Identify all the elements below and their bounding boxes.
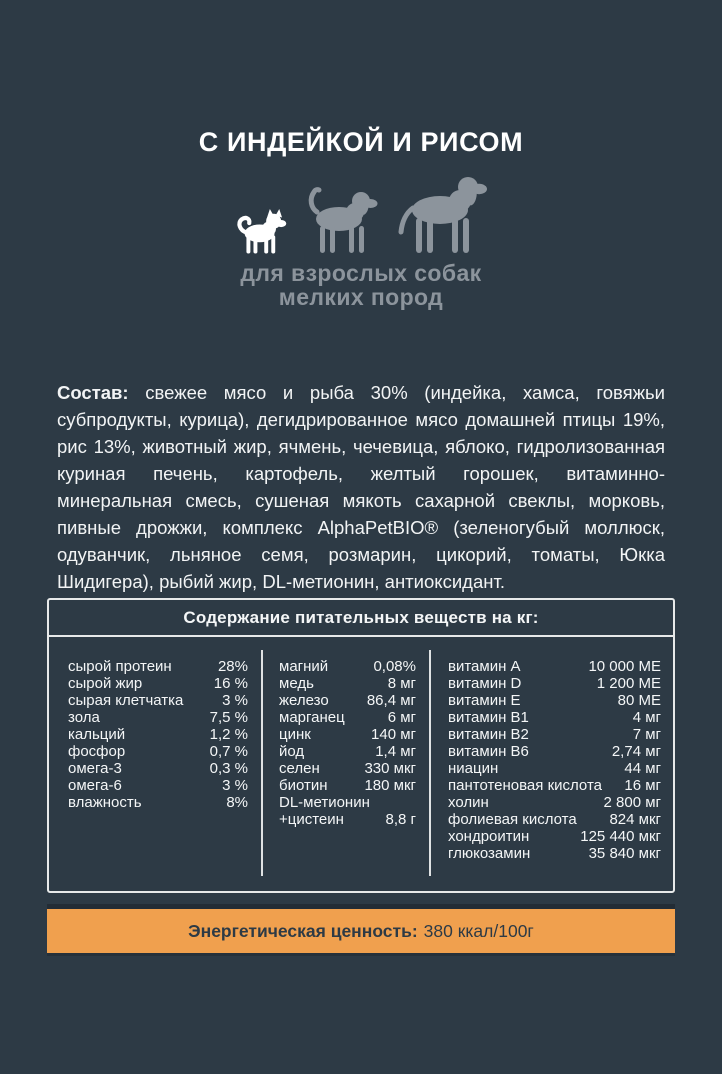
nutrient-label: цинк (279, 726, 311, 743)
nutrient-label: зола (68, 709, 100, 726)
large-dog-icon (393, 172, 489, 254)
nutrient-row (68, 692, 248, 709)
nutrient-label: селен (279, 760, 320, 777)
nutrient-row (448, 760, 661, 777)
nutrition-column-2 (263, 637, 429, 891)
nutrient-row (279, 794, 416, 811)
nutrient-value: 180 мкг (364, 777, 416, 794)
nutrient-row (279, 726, 416, 743)
nutrient-value: 7 мг (632, 726, 661, 743)
nutrient-label: витамин B1 (448, 709, 529, 726)
nutrient-label: ниацин (448, 760, 499, 777)
nutrient-value: 2,74 мг (611, 743, 661, 760)
nutrient-label: пантотеновая кислота (448, 777, 602, 794)
nutrient-label: сырой жир (68, 675, 143, 692)
nutrient-row (448, 845, 661, 862)
nutrient-value: 3 % (222, 777, 248, 794)
nutrient-label: магний (279, 658, 329, 675)
nutrient-label: кальций (68, 726, 126, 743)
energy-value: 380 ккал/100г (423, 920, 534, 941)
nutrient-label: витамин B6 (448, 743, 529, 760)
audience-line-2: мелких пород (278, 284, 444, 310)
nutrient-value: 8 мг (387, 675, 416, 692)
nutrition-column-1 (49, 637, 261, 891)
nutrient-value: 3 % (222, 692, 248, 709)
nutrition-table-title: Содержание питательных веществ на кг: (49, 600, 673, 637)
nutrient-value: 6 мг (387, 709, 416, 726)
nutrient-row (68, 794, 248, 811)
audience-subtitle (0, 261, 722, 309)
energy-label: Энергетическая ценность: (188, 920, 418, 941)
nutrient-value: 8,8 г (385, 811, 416, 828)
nutrient-value: 1 200 МЕ (596, 675, 661, 692)
nutrient-value: 125 440 мкг (580, 828, 661, 845)
nutrient-label: витамин D (448, 675, 522, 692)
nutrient-label: фосфор (68, 743, 126, 760)
nutrient-label: омега-3 (68, 760, 122, 777)
nutrient-label: фолиевая кислота (448, 811, 577, 828)
nutrient-row (279, 811, 416, 828)
medium-dog-icon (300, 186, 380, 254)
nutrient-label: биотин (279, 777, 328, 794)
nutrient-label: витамин B2 (448, 726, 529, 743)
nutrient-row (279, 675, 416, 692)
nutrient-value: 0,7 % (209, 743, 248, 760)
nutrition-column-3 (431, 637, 673, 891)
nutrition-table (47, 598, 675, 893)
composition-label: Состав: (57, 381, 129, 403)
nutrient-row (68, 777, 248, 794)
nutrient-value: 1,2 % (209, 726, 248, 743)
nutrient-label: хондроитин (448, 828, 530, 845)
nutrition-table-body (49, 637, 673, 891)
nutrient-row (448, 709, 661, 726)
nutrient-row (68, 743, 248, 760)
nutrient-value: 10 000 МЕ (588, 658, 661, 675)
nutrient-value: 140 мг (371, 726, 416, 743)
nutrient-row (279, 692, 416, 709)
nutrient-row (279, 777, 416, 794)
nutrient-row (448, 658, 661, 675)
nutrient-value: 80 МЕ (617, 692, 661, 709)
nutrient-label: витамин E (448, 692, 521, 709)
nutrient-value: 16 % (213, 675, 248, 692)
nutrient-label: холин (448, 794, 489, 811)
nutrient-row (448, 743, 661, 760)
nutrient-label: DL-метионин (279, 794, 370, 811)
nutrient-value: 7,5 % (209, 709, 248, 726)
nutrient-row (279, 709, 416, 726)
dog-size-icons (0, 168, 722, 254)
nutrient-label: сырая клетчатка (68, 692, 184, 709)
nutrient-row (68, 760, 248, 777)
nutrient-row (448, 811, 661, 828)
nutrient-value: 2 800 мг (603, 794, 661, 811)
nutrient-label: глюкозамин (448, 845, 531, 862)
nutrient-row (68, 709, 248, 726)
composition-text: свежее мясо и рыба 30% (индейка, хамса, говяжьи субпродукты, курица), дегидрированное мясо домашней птицы 19%, рис 13%, животный жир, ячмень, чечевица, яблоко, гидролизованная куриная печень, картофель, желтый горошек, витаминно-минеральная смесь, сушеная мякоть сахарной свеклы, морковь, пивные дрожжи, комплекс AlphaPetBIO® (зеленогубый моллюск, одуванчик, льняное семя, розмарин, цикорий, томаты, Юкка Шидигера), рыбий жир, DL-метионин, антиоксидант. (57, 381, 665, 592)
nutrient-label: медь (279, 675, 314, 692)
nutrient-label: марганец (279, 709, 345, 726)
nutrient-row (68, 675, 248, 692)
nutrient-label: +цистеин (279, 811, 344, 828)
product-flavor-title: С ИНДЕЙКОЙ И РИСОМ (198, 127, 524, 157)
nutrient-value: 44 мг (624, 760, 661, 777)
nutrient-value: 16 мг (624, 777, 661, 794)
audience-line-1: для взрослых собак (240, 260, 482, 286)
small-dog-icon (234, 209, 287, 254)
nutrient-row (448, 692, 661, 709)
nutrient-value: 86,4 мг (366, 692, 416, 709)
nutrient-value: 0,08% (373, 658, 416, 675)
nutrient-value: 4 мг (632, 709, 661, 726)
nutrient-row (448, 726, 661, 743)
nutrient-value (410, 794, 416, 811)
nutrient-value: 330 мкг (364, 760, 416, 777)
nutrient-label: железо (279, 692, 329, 709)
nutrient-value: 0,3 % (209, 760, 248, 777)
nutrient-row (448, 675, 661, 692)
nutrient-value: 8% (226, 794, 248, 811)
nutrient-row (279, 743, 416, 760)
nutrient-label: сырой протеин (68, 658, 172, 675)
nutrient-label: витамин A (448, 658, 521, 675)
nutrient-row (448, 794, 661, 811)
nutrient-value: 35 840 мкг (588, 845, 661, 862)
composition-paragraph (57, 379, 665, 595)
nutrient-row (448, 828, 661, 845)
nutrient-row (68, 658, 248, 675)
nutrient-row (68, 726, 248, 743)
nutrient-value: 824 мкг (609, 811, 661, 828)
nutrient-row (448, 777, 661, 794)
energy-value-bar (47, 909, 675, 953)
nutrient-label: йод (279, 743, 305, 760)
nutrient-label: омега-6 (68, 777, 122, 794)
nutrient-value: 28% (217, 658, 248, 675)
nutrient-label: влажность (68, 794, 142, 811)
nutrient-row (279, 760, 416, 777)
nutrient-row (279, 658, 416, 675)
nutrient-value: 1,4 мг (375, 743, 416, 760)
